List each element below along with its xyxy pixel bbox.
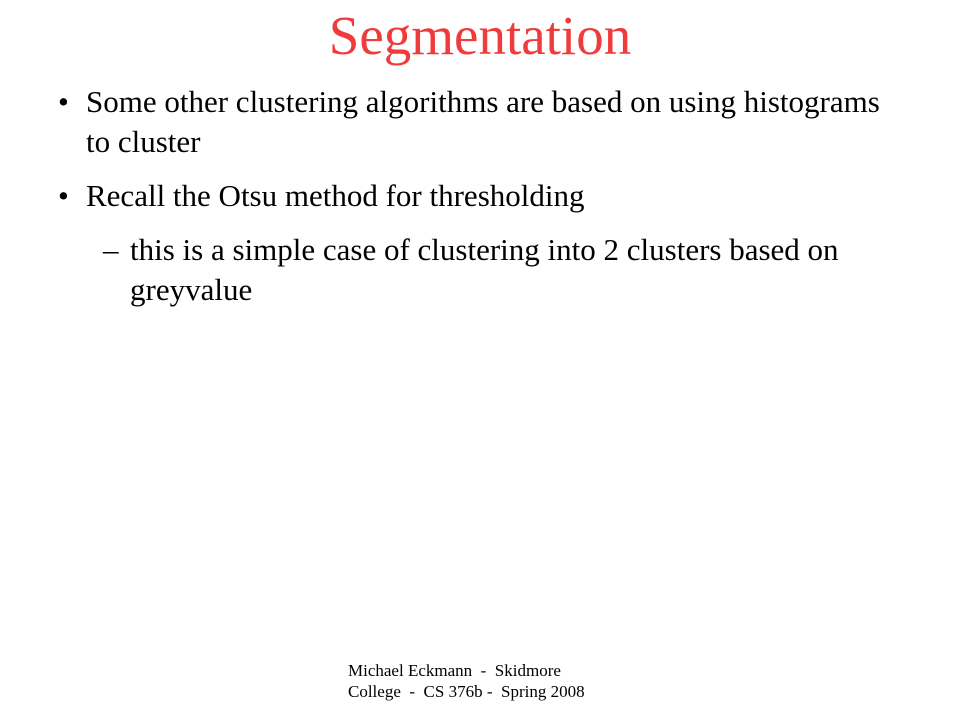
slide-title: Segmentation [328,5,632,66]
bullet-item [0,176,886,216]
bullet-marker: • [58,84,69,119]
slide-footer [348,660,668,702]
bullet-item [0,82,886,162]
bullet-text: Recall the Otsu method for thresholding [86,178,585,213]
bullet-marker: • [58,178,69,213]
bullet-list [0,82,960,310]
footer-line-1: Michael Eckmann - Skidmore [348,661,561,680]
sub-bullet-item [0,230,890,310]
footer-line-2: College - CS 376b - Spring 2008 [348,682,585,701]
sub-bullet-text: this is a simple case of clustering into 2 clusters based on greyvalue [130,232,839,307]
bullet-text: Some other clustering algorithms are based on using histograms to cluster [86,84,880,159]
sub-bullet-marker: – [103,232,119,267]
